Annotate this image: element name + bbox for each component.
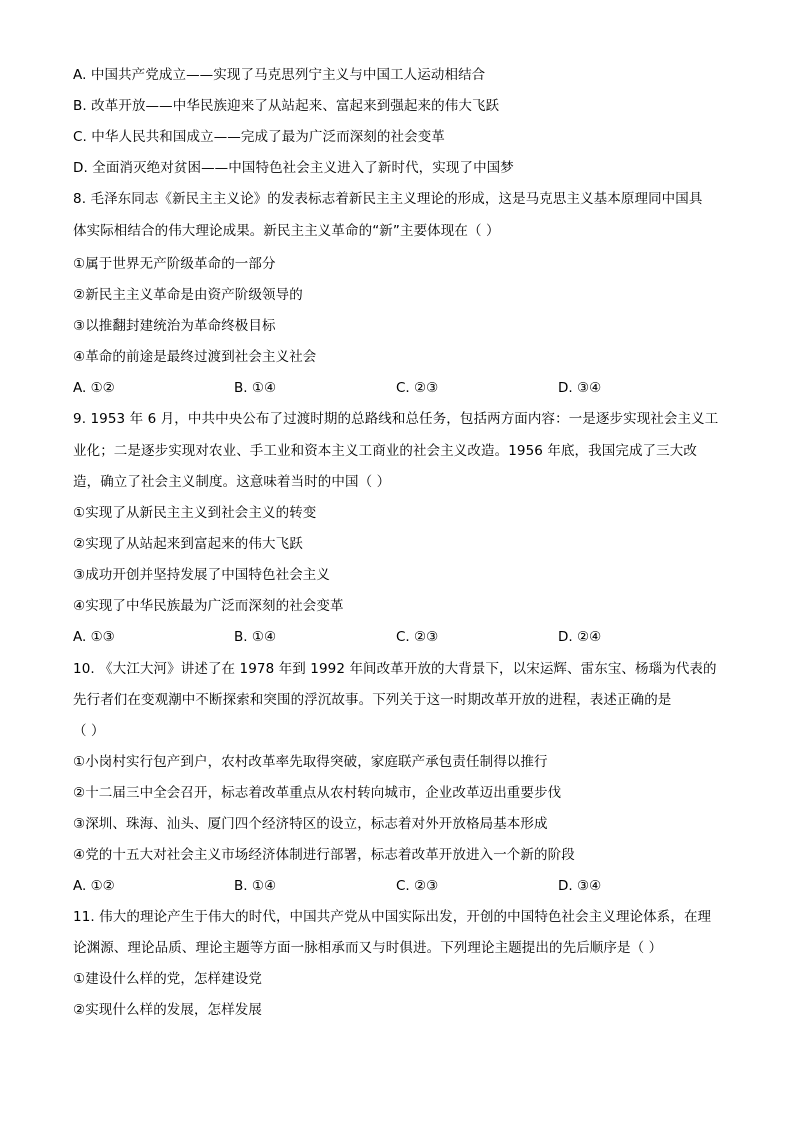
q10-choice-b: B. ①④: [234, 878, 277, 894]
q11-stem-line1: 11. 伟大的理论产生于伟大的时代，中国共产党从中国实际出发，开创的中国特色社会主义理论体系，在理: [73, 909, 712, 925]
q8-item-1: ①属于世界无产阶级革命的一部分: [73, 256, 276, 272]
q9-choice-d: D. ②④: [558, 629, 602, 645]
q10-choice-d: D. ③④: [558, 878, 602, 894]
q9-item-3: ③成功开创并坚持发展了中国特色社会主义: [73, 567, 331, 583]
q11-item-1: ①建设什么样的党，怎样建设党: [73, 971, 263, 987]
q8-choice-d: D. ③④: [558, 380, 602, 396]
q8-stem-line1: 8. 毛泽东同志《新民主主义论》的发表标志着新民主主义理论的形成，这是马克思主义基本原理同中国具: [73, 191, 703, 207]
q8-item-2: ②新民主主义革命是由资产阶级领导的: [73, 287, 303, 303]
q7-option-a: A. 中国共产党成立——实现了马克思列宁主义与中国工人运动相结合: [73, 67, 486, 83]
q9-choice-c: C. ②③: [396, 629, 439, 645]
q11-stem-line2: 论渊源、理论品质、理论主题等方面一脉相承而又与时俱进。下列理论主题提出的先后顺序是（ ）: [73, 940, 663, 956]
q9-item-1: ①实现了从新民主主义到社会主义的转变: [73, 505, 317, 521]
q10-item-4: ④党的十五大对社会主义市场经济体制进行部署，标志着改革开放进入一个新的阶段: [73, 847, 575, 863]
q9-choice-a: A. ①③: [73, 629, 115, 645]
q9-choice-b: B. ①④: [234, 629, 277, 645]
q8-choice-c: C. ②③: [396, 380, 439, 396]
q9-stem-line3: 造，确立了社会主义制度。这意味着当时的中国（ ）: [73, 474, 391, 490]
q10-choice-a: A. ①②: [73, 878, 115, 894]
q10-stem-line2: 先行者们在变观潮中不断探索和突围的浮沉故事。下列关于这一时期改革开放的进程，表述正确的是: [73, 692, 672, 708]
q11-item-2: ②实现什么样的发展，怎样发展: [73, 1002, 263, 1018]
q8-item-4: ④革命的前途是最终过渡到社会主义社会: [73, 349, 317, 365]
q8-choice-a: A. ①②: [73, 380, 115, 396]
q10-item-1: ①小岗村实行包产到户，农村改革率先取得突破，家庭联产承包责任制得以推行: [73, 754, 548, 770]
q8-item-3: ③以推翻封建统治为革命终极目标: [73, 318, 276, 334]
q10-item-3: ③深圳、珠海、汕头、厦门四个经济特区的设立，标志着对外开放格局基本形成: [73, 816, 548, 832]
q7-option-d: D. 全面消灭绝对贫困——中国特色社会主义进入了新时代，实现了中国梦: [73, 160, 514, 176]
q9-stem-line2: 业化；二是逐步实现对农业、手工业和资本主义工商业的社会主义改造。1956 年底，我国完成了三大改: [73, 443, 697, 459]
q7-option-b: B. 改革开放——中华民族迎来了从站起来、富起来到强起来的伟大飞跃: [73, 98, 500, 114]
q9-item-4: ④实现了中华民族最为广泛而深刻的社会变革: [73, 598, 344, 614]
q10-item-2: ②十二届三中全会召开，标志着改革重点从农村转向城市，企业改革迈出重要步伐: [73, 785, 562, 801]
q9-item-2: ②实现了从站起来到富起来的伟大飞跃: [73, 536, 303, 552]
q8-stem-line2: 体实际相结合的伟大理论成果。新民主主义革命的“新”主要体现在（ ）: [73, 223, 500, 239]
q10-stem-line1: 10. 《大江大河》讲述了在 1978 年到 1992 年间改革开放的大背景下，以宋运辉、雷东宝、杨瑙为代表的: [73, 661, 717, 677]
q7-option-c: C. 中华人民共和国成立——完成了最为广泛而深刻的社会变革: [73, 129, 445, 145]
q10-stem-line3: （ ）: [73, 723, 105, 739]
q8-choice-b: B. ①④: [234, 380, 277, 396]
q9-stem-line1: 9. 1953 年 6 月，中共中央公布了过渡时期的总路线和总任务，包括两方面内容：一是逐步实现社会主义工: [73, 411, 719, 427]
q10-choice-c: C. ②③: [396, 878, 439, 894]
